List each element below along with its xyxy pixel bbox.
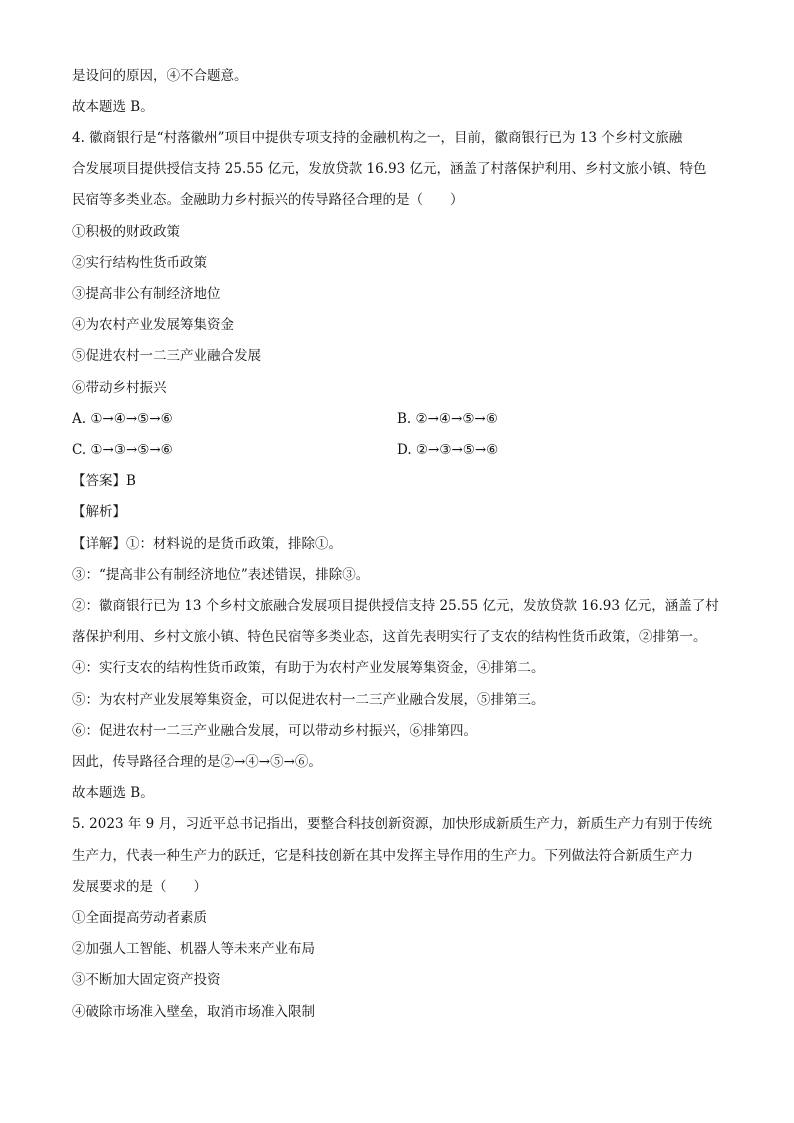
option-b: B. ②→④→⑤→⑥: [397, 411, 498, 427]
question-4-line: 合发展项目提供授信支持 25.55 亿元，发放贷款 16.93 亿元，涵盖了村落保护利用、乡村文旅小镇、特色: [72, 161, 707, 177]
question-4-line: 4. 徽商银行是“村落徽州”项目中提供专项支持的金融机构之一，目前，徽商银行已为 13 个乡村文旅融: [72, 130, 683, 146]
choice-item: ①全面提高劳动者素质: [72, 910, 207, 926]
option-c: C. ①→③→⑤→⑥: [72, 442, 173, 458]
analysis-title: 【解析】: [72, 504, 126, 520]
analysis-line: 因此，传导路径合理的是②→④→⑤→⑥。: [72, 754, 322, 770]
analysis-line: ⑤：为农村产业发展筹集资金，可以促进农村一二三产业融合发展，⑤排第三。: [72, 692, 545, 708]
choice-item: ⑤促进农村一二三产业融合发展: [72, 348, 261, 364]
choice-item: ③不断加大固定资产投资: [72, 972, 221, 988]
choice-item: ①积极的财政政策: [72, 224, 180, 240]
option-a: A. ①→④→⑤→⑥: [72, 411, 173, 427]
text-line: 是设问的原因，④不合题意。: [72, 68, 248, 84]
question-5-line: 5. 2023 年 9 月，习近平总书记指出，要整合科技创新资源，加快形成新质生产力，新质生产力有别于传统: [72, 816, 712, 832]
choice-item: ③提高非公有制经济地位: [72, 286, 221, 302]
analysis-line: ④：实行支农的结构性货币政策，有助于为农村产业发展筹集资金，④排第二。: [72, 660, 545, 676]
choice-item: ④破除市场准入壁垒，取消市场准入限制: [72, 1004, 315, 1020]
analysis-line: ③：“提高非公有制经济地位”表述错误，排除③。: [72, 567, 370, 583]
choice-item: ②实行结构性货币政策: [72, 255, 207, 271]
analysis-line: 【详解】①：材料说的是货币政策，排除①。: [72, 536, 342, 552]
analysis-line: ②：徽商银行已为 13 个乡村文旅融合发展项目提供授信支持 25.55 亿元，发放贷款 16.93 亿元，涵盖了村: [72, 598, 719, 614]
question-5-line: 发展要求的是（ ）: [72, 879, 207, 895]
option-d: D. ②→③→⑤→⑥: [397, 442, 499, 458]
analysis-line: 故本题选 B。: [72, 785, 154, 801]
question-4-line: 民宿等多类业态。金融助力乡村振兴的传导路径合理的是（ ）: [72, 192, 464, 208]
analysis-line: 落保护利用、乡村文旅小镇、特色民宿等多类业态，这首先表明实行了支农的结构性货币政策，②排第一。: [72, 629, 707, 645]
choice-item: ④为农村产业发展筹集资金: [72, 317, 234, 333]
answer-line: 【答案】B: [72, 473, 136, 489]
text-line: 故本题选 B。: [72, 99, 154, 115]
question-5-line: 生产力，代表一种生产力的跃迁，它是科技创新在其中发挥主导作用的生产力。下列做法符合新质生产力: [72, 848, 693, 864]
choice-item: ⑥带动乡村振兴: [72, 380, 167, 396]
choice-item: ②加强人工智能、机器人等未来产业布局: [72, 941, 315, 957]
analysis-line: ⑥：促进农村一二三产业融合发展，可以带动乡村振兴，⑥排第四。: [72, 723, 477, 739]
